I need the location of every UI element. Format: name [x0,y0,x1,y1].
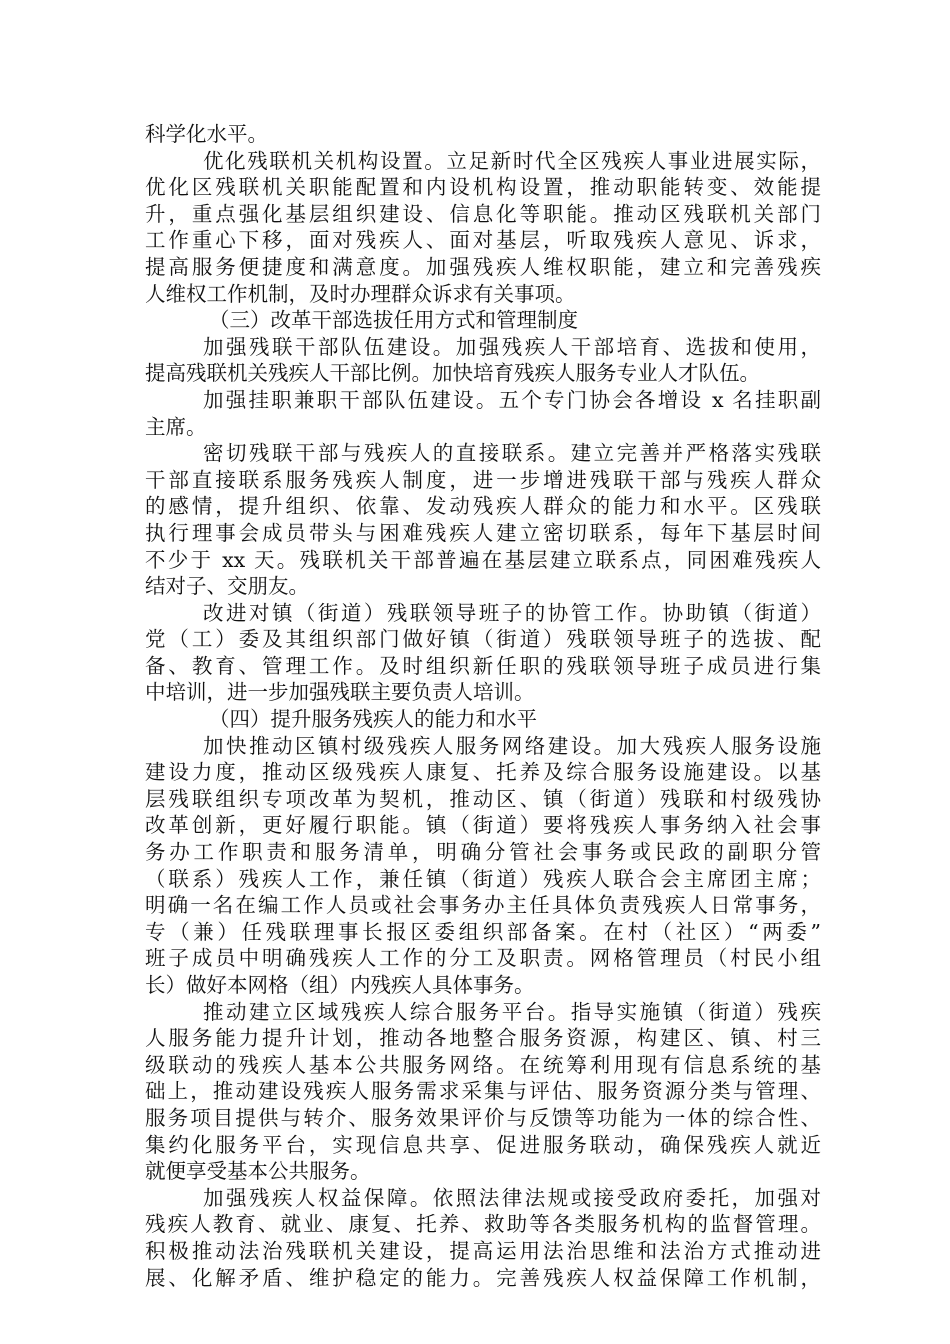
text-line: 残疾人教育、就业、康复、托养、救助等各类服务机构的监督管理。 [145,1212,821,1237]
text-line: 人服务能力提升计划，推动各地整合服务资源，构建区、镇、村三 [145,1026,821,1051]
text-line: 建设力度，推动区级残疾人康复、托养及综合服务设施建设。以基 [145,760,821,785]
paragraph-start: 加强挂职兼职干部队伍建设。五个专门协会各增设 x 名挂职副 [203,387,821,412]
paragraph-start: 加强残疾人权益保障。依照法律法规或接受政府委托，加强对 [203,1185,821,1210]
text-line: 的感情，提升组织、依靠、发动残疾人群众的能力和水平。区残联 [145,494,821,519]
text-line: 专（兼）任残联理事长报区委组织部备案。在村（社区）“两委” [145,919,821,944]
text-line: 不少于 xx 天。残联机关干部普遍在基层建立联系点，同困难残疾人 [145,547,821,572]
text-line: 班子成员中明确残疾人工作的分工及职责。网格管理员（村民小组 [145,946,821,971]
paragraph-start: 推动建立区域残疾人综合服务平台。指导实施镇（街道）残疾 [203,999,821,1024]
text-line: 干部直接联系服务残疾人制度，进一步增进残联干部与残疾人群众 [145,467,821,492]
text-line: 改革创新，更好履行职能。镇（街道）要将残疾人事务纳入社会事 [145,813,821,838]
text-line: 党（工）委及其组织部门做好镇（街道）残联领导班子的选拔、配 [145,627,821,652]
text-line: 就便享受基本公共服务。 [145,1159,371,1184]
text-line: 优化区残联机关职能配置和内设机构设置，推动职能转变、效能提 [145,175,821,200]
document-body [145,121,821,1291]
text-line: 础上，推动建设残疾人服务需求采集与评估、服务资源分类与管理、 [145,1079,821,1104]
paragraph-start: 优化残联机关机构设置。立足新时代全区残疾人事业进展实际， [203,148,821,173]
text-line: 执行理事会成员带头与困难残疾人建立密切联系，每年下基层时间 [145,520,821,545]
paragraph-start: 加快推动区镇村级残疾人服务网络建设。加大残疾人服务设施 [203,733,821,758]
text-line: 人维权工作机制，及时办理群众诉求有关事项。 [145,281,576,306]
text-line: 升，重点强化基层组织建设、信息化等职能。推动区残联机关部门 [145,201,821,226]
text-line: 工作重心下移，面对残疾人、面对基层，听取残疾人意见、诉求， [145,228,821,253]
text-line: 主席。 [145,414,207,439]
text-line: 服务项目提供与转介、服务效果评价与反馈等功能为一体的综合性、 [145,1105,821,1130]
section-heading: （三）改革干部选拔任用方式和管理制度 [209,308,578,333]
text-line: 备、教育、管理工作。及时组织新任职的残联领导班子成员进行集 [145,653,821,678]
text-line: 务办工作职责和服务清单，明确分管社会事务或民政的副职分管 [145,840,821,865]
text-line: 科学化水平。 [145,122,268,146]
paragraph-start: 加强残联干部队伍建设。加强残疾人干部培育、选拔和使用， [203,334,821,359]
section-heading: （四）提升服务残疾人的能力和水平 [209,707,537,732]
text-line: 长）做好本网格（组）内残疾人具体事务。 [145,973,535,997]
paragraph-start: 改进对镇（街道）残联领导班子的协管工作。协助镇（街道） [203,600,821,625]
paragraph-start: 密切残联干部与残疾人的直接联系。建立完善并严格落实残联 [203,441,821,466]
text-line: 提高服务便捷度和满意度。加强残疾人维权职能，建立和完善残疾 [145,254,821,279]
text-line: （联系）残疾人工作，兼任镇（街道）残疾人联合会主席团主席； [145,866,821,891]
text-line: 明确一名在编工作人员或社会事务办主任具体负责残疾人日常事务， [145,893,821,918]
text-line: 层残联组织专项改革为契机，推动区、镇（街道）残联和村级残协 [145,786,821,811]
text-line: 提高残联机关残疾人干部比例。加快培育残疾人服务专业人才队伍。 [145,361,760,386]
text-line: 集约化服务平台，实现信息共享、促进服务联动，确保残疾人就近 [145,1132,821,1157]
text-line: 展、化解矛盾、维护稳定的能力。完善残疾人权益保障工作机制， [145,1265,821,1290]
text-line: 积极推动法治残联机关建设，提高运用法治思维和法治方式推动进 [145,1238,821,1263]
text-line: 中培训，进一步加强残联主要负责人培训。 [145,680,535,705]
text-line: 结对子、交朋友。 [145,574,309,599]
text-line: 级联动的残疾人基本公共服务网络。在统筹利用现有信息系统的基 [145,1052,821,1077]
